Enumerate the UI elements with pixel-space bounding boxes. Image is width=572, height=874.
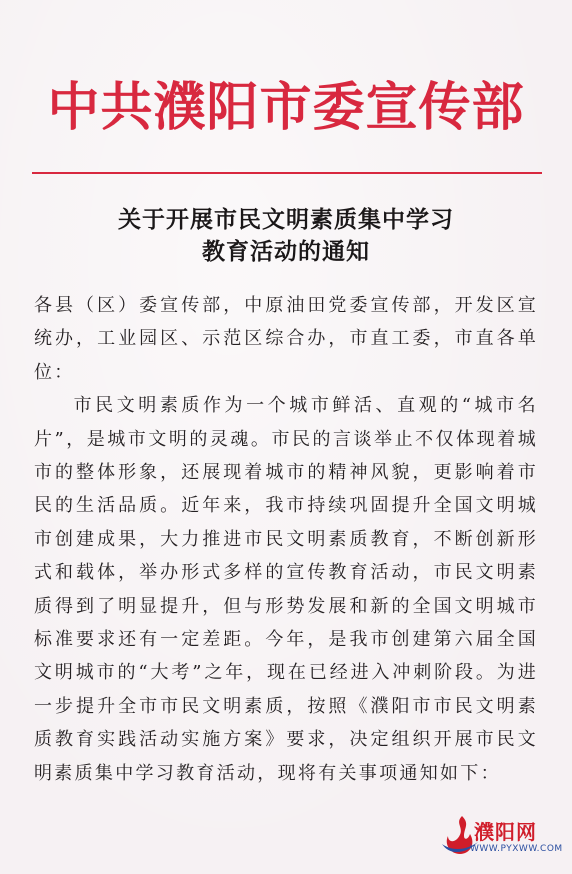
- watermark-site-name: 濮阳网: [474, 820, 537, 844]
- org-header: 中共濮阳市委宣传部: [47, 78, 525, 138]
- document-title-line1: 关于开展市民文明素质集中学习: [118, 207, 454, 233]
- site-watermark: [440, 804, 566, 864]
- recipients-paragraph: 各县（区）委宣传部，中原油田党委宣传部，开发区宣统办，工业园区、示范区综合办，市直工委，市直各单位：: [34, 295, 538, 383]
- document-title-line2: 教育活动的通知: [202, 239, 370, 265]
- document-body: [34, 289, 538, 790]
- watermark-url: WWW.PYXWW.COM: [470, 844, 563, 854]
- body-paragraph: 市民文明素质作为一个城市鲜活、直观的“城市名片”，是城市文明的灵魂。市民的言谈举止不仅体现着城市的整体形象，还展现着城市的精神风貌，更影响着市民的生活品质。近年来，我市持续巩固提升全国文明城市创建成果，大力推进市民文明素质教育，不断创新形式和载体，举办形式多样的宣传教育活动，市民文明素质得到了明显提升，但与形势发展和新的全国文明城市标准要求还有一定差距。今年，是我市创建第六届全国文明城市的“大考”之年，现在已经进入冲刺阶段。为进一步提升全市市民文明素质，按照《濮阳市市民文明素质教育实践活动实施方案》要求，决定组织开展市民文明素质集中学习教育活动，现将有关事项通知如下：: [34, 395, 538, 784]
- header-divider: [32, 172, 542, 174]
